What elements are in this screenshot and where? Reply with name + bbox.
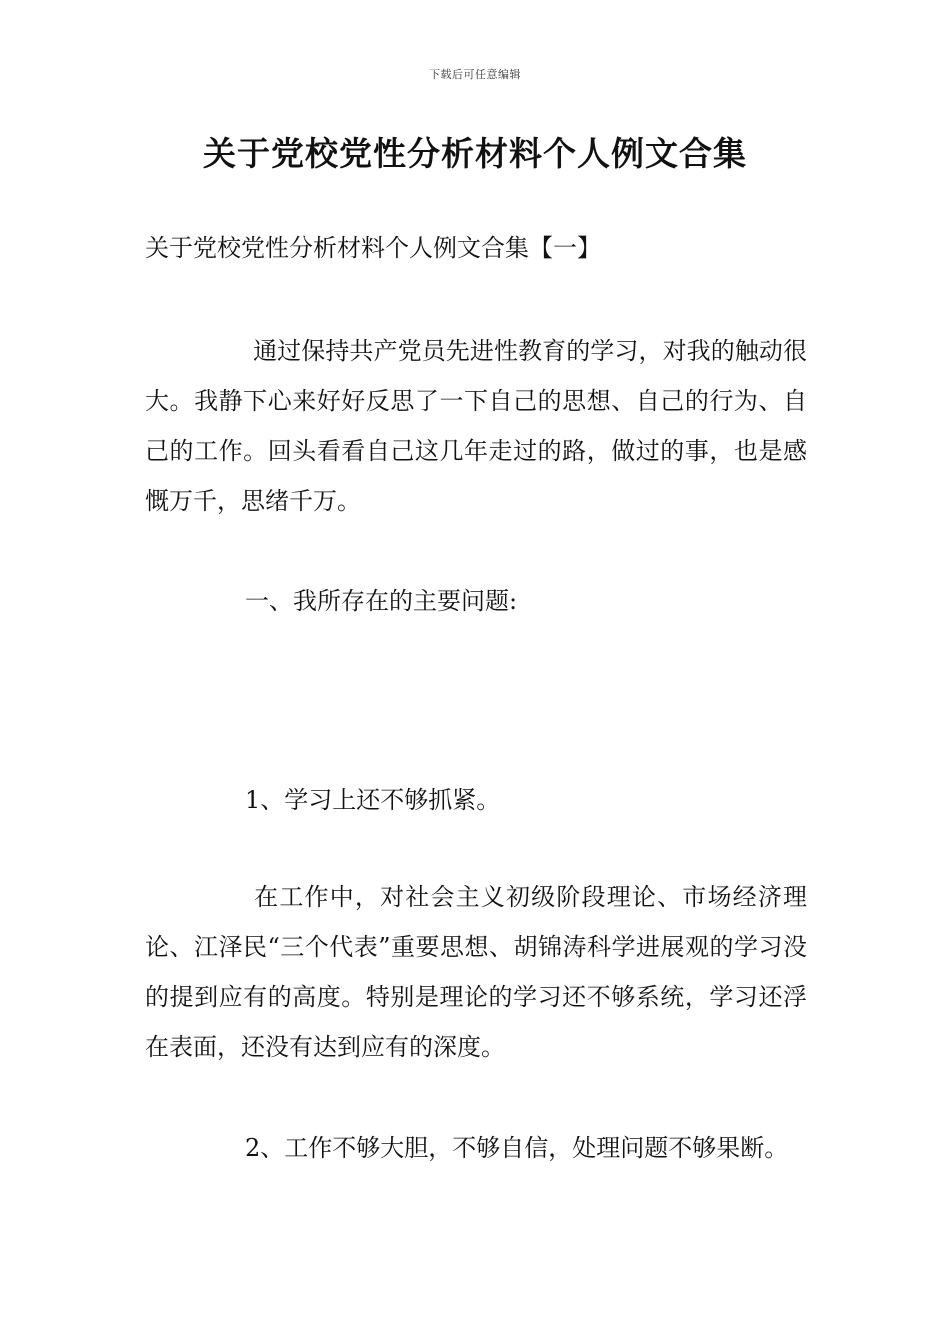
document-title: 关于党校党性分析材料个人例文合集 [203, 134, 747, 173]
item-1-text: 在工作中，对社会主义初级阶段理论、市场经济理论、江泽民“三个代表”重要思想、胡锦涛科学进展观的学习没的提到应有的高度。特别是理论的学习还不够系统，学习还浮在表面，还没有达到应有的深度。 [145, 883, 807, 1061]
item-1-body [145, 872, 807, 1072]
intro-paragraph [145, 326, 807, 526]
document-subtitle: 关于党校党性分析材料个人例文合集【一】 [145, 234, 601, 262]
intro-text: 通过保持共产党员先进性教育的学习，对我的触动很大。我静下心来好好反思了一下自己的思想、自己的行为、自己的工作。回头看看自己这几年走过的路，做过的事，也是感慨万千，思绪千万。 [145, 337, 807, 515]
item-2-heading: 2、工作不够大胆，不够自信，处理问题不够果断。 [245, 1134, 789, 1162]
item-1-heading: 1、学习上还不够抓紧。 [245, 786, 501, 814]
section-heading: 一、我所存在的主要问题: [245, 587, 518, 615]
header-note: 下载后可任意编辑 [429, 68, 521, 81]
